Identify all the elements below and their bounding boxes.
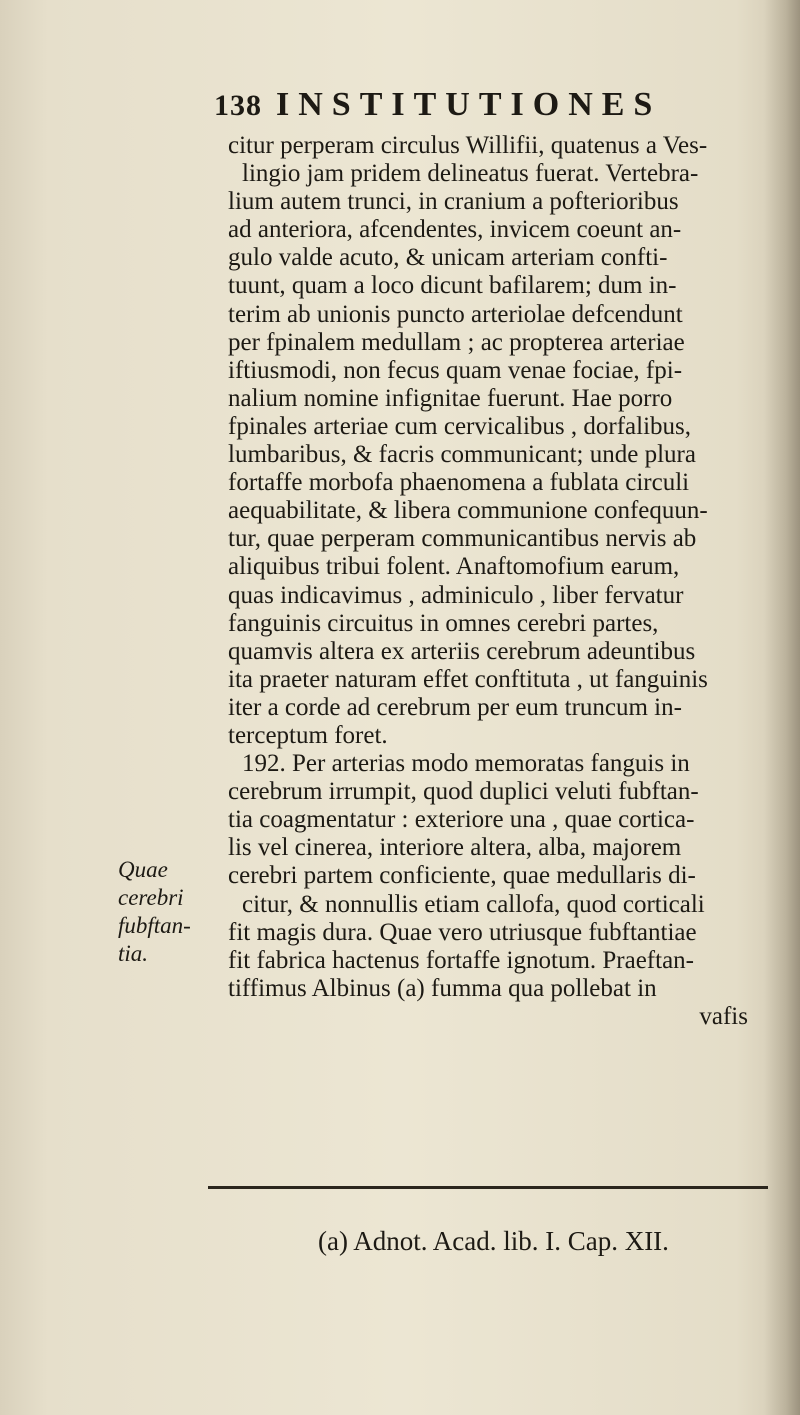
text-line: terceptum foret. — [228, 721, 388, 749]
catchword: vafis — [699, 1002, 748, 1030]
text-line: aequabilitate, & libera communione confequun- — [228, 497, 708, 525]
text-line: iftiusmodi, non fecus quam venae fociae, fpi- — [228, 356, 683, 384]
margin-note-line: cerebri — [118, 885, 184, 911]
text-line: iter a corde ad cerebrum per eum truncum in- — [228, 693, 682, 721]
margin-note-line: fubftan- — [118, 913, 191, 939]
running-title: INSTITUTIONES — [276, 86, 662, 123]
text-line: cerebri partem conficiente, quae medullaris di- — [228, 862, 696, 890]
text-line: lium autem trunci, in cranium a pofterioribus — [228, 188, 679, 216]
text-line: per fpinalem medullam ; ac propterea arteriae — [228, 328, 685, 356]
text-line: cerebrum irrumpit, quod duplici veluti fubftan- — [228, 778, 699, 806]
footnote: (a) Adnot. Acad. lib. I. Cap. XII. — [318, 1226, 669, 1256]
text-line: gulo valde acuto, & unicam arteriam confti- — [228, 244, 668, 272]
text-line: fit magis dura. Quae vero utriusque fubftantiae — [228, 918, 697, 946]
page-gutter-shadow — [764, 0, 800, 1415]
text-line: tuunt, quam a loco dicunt bafilarem; dum in- — [228, 272, 677, 300]
text-line: citur, & nonnullis etiam callofa, quod corticali — [242, 890, 705, 918]
footnote-rule — [208, 1186, 768, 1189]
text-line: fanguinis circuitus in omnes cerebri partes, — [228, 609, 659, 637]
text-line: tur, quae perperam communicantibus nervis ab — [228, 525, 697, 553]
text-line: fpinales arteriae cum cervicalibus , dorfalibus, — [228, 412, 692, 440]
text-line: lingio jam pridem delineatus fuerat. Vertebra- — [242, 160, 699, 188]
text-line: lumbaribus, & facris communicant; unde plura — [228, 441, 696, 469]
text-line: terim ab unionis puncto arteriolae defcendunt — [228, 300, 683, 328]
text-line: ad anteriora, afcendentes, invicem coeunt an- — [228, 216, 682, 244]
text-line: quamvis altera ex arteriis cerebrum adeuntibus — [228, 637, 696, 665]
main-text-block — [228, 132, 758, 1031]
text-line: nalium nomine infignitae fuerunt. Hae porro — [228, 384, 673, 412]
page-number: 138 — [214, 89, 262, 122]
text-line: tiffimus Albinus (a) fumma qua pollebat in — [228, 974, 657, 1002]
margin-note-line: tia. — [118, 941, 149, 967]
text-line: ita praeter naturam effet conftituta , ut fanguinis — [228, 665, 708, 693]
text-line-section-192: 192. Per arterias modo memoratas fanguis in — [242, 750, 690, 778]
text-line: fortaffe morbofa phaenomena a fublata circuli — [228, 469, 690, 497]
text-line: quas indicavimus , adminiculo , liber fervatur — [228, 581, 684, 609]
text-line: citur perperam circulus Willifii, quatenus a Ves- — [228, 132, 708, 159]
text-line: lis vel cinerea, interiore altera, alba, majorem — [228, 834, 682, 862]
text-line: tia coagmentatur : exteriore una , quae cortica- — [228, 806, 695, 834]
text-line: fit fabrica hactenus fortaffe ignotum. Praeftan- — [228, 946, 695, 974]
margin-note-line: Quae — [118, 857, 168, 882]
margin-note — [118, 856, 222, 968]
running-header — [214, 86, 661, 132]
text-line: aliquibus tribui folent. Anaftomofium earum, — [228, 553, 680, 581]
